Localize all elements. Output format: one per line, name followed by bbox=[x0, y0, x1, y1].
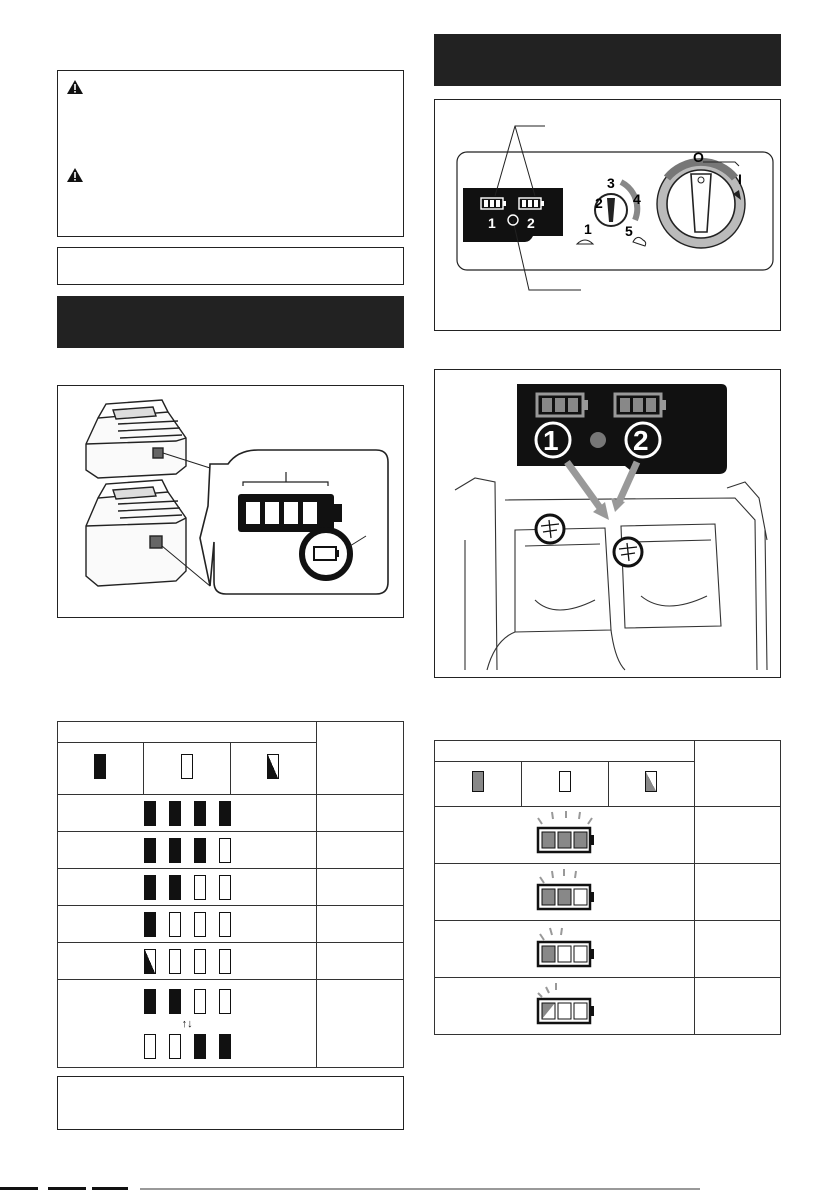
table-row bbox=[58, 943, 317, 980]
slot-number-1: 1 bbox=[543, 425, 559, 456]
table-row bbox=[435, 921, 695, 978]
table-header-lamps bbox=[58, 722, 317, 743]
page-footer-strip bbox=[0, 1184, 840, 1192]
table-row bbox=[58, 869, 317, 906]
table-row bbox=[58, 906, 317, 943]
battery-indicator-figure bbox=[57, 385, 404, 618]
dial-label-1: 1 bbox=[584, 221, 592, 237]
lamp-blink-icon bbox=[267, 754, 279, 779]
legend-lighted bbox=[435, 762, 522, 807]
lamp-off-icon bbox=[181, 754, 193, 779]
battery-icon bbox=[524, 865, 604, 915]
alternating-arrows: ↑↓ bbox=[181, 1017, 193, 1030]
battery-icon bbox=[524, 979, 604, 1029]
table-header-lamps bbox=[435, 741, 695, 762]
legend-blinking bbox=[608, 762, 694, 807]
dial-label-2: 2 bbox=[595, 195, 603, 211]
table-row bbox=[435, 864, 695, 921]
warning-triangle-icon bbox=[66, 79, 84, 95]
table-row bbox=[58, 795, 317, 832]
table-header-capacity bbox=[694, 741, 780, 807]
section-heading-bar bbox=[57, 296, 404, 348]
turtle-icon bbox=[577, 240, 593, 244]
section-heading-bar-right bbox=[434, 34, 781, 86]
panel-label-2: 2 bbox=[527, 215, 535, 231]
lamp-blink-icon bbox=[645, 771, 657, 792]
lamp-on-icon bbox=[472, 771, 484, 792]
note-box bbox=[57, 247, 404, 285]
legend-lighted bbox=[58, 743, 144, 795]
battery-icon bbox=[524, 922, 604, 972]
battery-illustration bbox=[58, 386, 403, 617]
battery-icon bbox=[524, 808, 604, 858]
legend-blinking bbox=[230, 743, 317, 795]
legend-off bbox=[143, 743, 230, 795]
control-panel-illustration bbox=[435, 100, 780, 330]
battery-capacity-table bbox=[57, 721, 404, 1068]
dial-label-3: 3 bbox=[607, 175, 615, 191]
table-row bbox=[435, 978, 695, 1035]
control-panel-figure bbox=[434, 99, 781, 331]
note-box-bottom bbox=[57, 1076, 404, 1130]
charger-figure bbox=[434, 369, 781, 678]
dial-label-4: 4 bbox=[633, 191, 641, 207]
lamp-off-icon bbox=[559, 771, 571, 792]
charger-illustration bbox=[435, 370, 780, 677]
dial-label-5: 5 bbox=[625, 223, 633, 239]
legend-off bbox=[522, 762, 608, 807]
table-header-capacity bbox=[317, 722, 404, 795]
switch-on-label: I bbox=[738, 171, 742, 187]
table-row bbox=[435, 807, 695, 864]
remaining-battery-table bbox=[434, 740, 781, 1035]
table-row bbox=[58, 980, 317, 1068]
rabbit-icon bbox=[633, 237, 646, 246]
slot-number-2: 2 bbox=[633, 425, 649, 456]
table-row bbox=[58, 832, 317, 869]
switch-off-label: O bbox=[693, 149, 704, 165]
check-button-icon bbox=[590, 432, 606, 448]
warning-box bbox=[57, 70, 404, 237]
warning-triangle-icon bbox=[66, 167, 84, 183]
panel-label-1: 1 bbox=[488, 215, 496, 231]
lamp-on-icon bbox=[94, 754, 106, 779]
